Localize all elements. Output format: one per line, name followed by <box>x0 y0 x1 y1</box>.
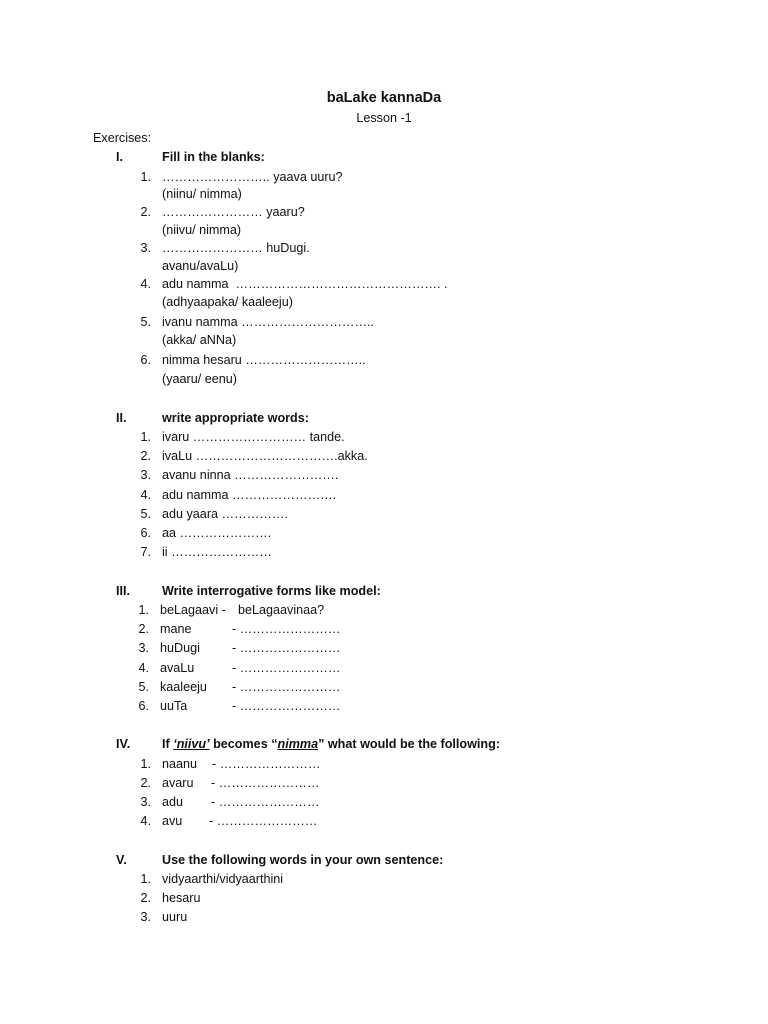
section-numeral: I. <box>116 150 123 164</box>
item-number: 3. <box>140 468 151 482</box>
fill-blank-item: …………………… huDugi. <box>162 241 310 255</box>
item-number: 4. <box>140 277 151 291</box>
section-numeral: II. <box>116 411 127 425</box>
heading-part: If <box>162 737 174 751</box>
item-hint: (niivu/ nimma) <box>162 223 242 237</box>
word-item: avanu ninna ……………………. <box>162 468 339 482</box>
item-number: 4. <box>140 488 151 502</box>
item-number: 3. <box>140 910 151 924</box>
interrogative-word: kaaleeju <box>160 680 207 694</box>
answer-blank: - …………………… <box>232 641 341 655</box>
model-word: beLagaavi - <box>160 603 226 617</box>
heading-part: becomes “ <box>209 737 278 751</box>
item-number: 7. <box>140 545 151 559</box>
item-hint: avanu/avaLu) <box>162 259 239 273</box>
section-heading: Use the following words in your own sentence: <box>162 853 444 867</box>
document-title: baLake kannaDa <box>326 90 442 106</box>
answer-blank: - …………………… <box>232 680 341 694</box>
item-number: 2. <box>138 622 149 636</box>
section-numeral: IV. <box>116 737 131 751</box>
heading-part: ” what would be the following: <box>318 737 500 751</box>
word-item: aa …………………. <box>162 526 272 540</box>
interrogative-word: mane <box>160 622 192 636</box>
pronoun-word: avu <box>162 814 183 828</box>
item-number: 6. <box>140 353 151 367</box>
sentence-word: hesaru <box>162 891 201 905</box>
model-answer: beLagaavinaa? <box>238 603 325 617</box>
word-item: ivaLu …………………………….akka. <box>162 449 368 463</box>
pronoun-word: avaru <box>162 776 194 790</box>
item-number: 1. <box>140 757 151 771</box>
item-number: 2. <box>140 205 151 219</box>
item-number: 1. <box>138 603 149 617</box>
item-number: 3. <box>138 641 149 655</box>
item-number: 1. <box>140 872 151 886</box>
section-numeral: V. <box>116 853 127 867</box>
item-hint: (akka/ aNNa) <box>162 333 237 347</box>
item-number: 5. <box>138 680 149 694</box>
section-numeral: III. <box>116 584 130 598</box>
item-number: 5. <box>140 315 151 329</box>
exercises-label: Exercises: <box>93 131 152 145</box>
fill-blank-item: …………………….. yaava uuru? <box>162 170 343 184</box>
pronoun-word: naanu <box>162 757 198 771</box>
item-number: 2. <box>140 449 151 463</box>
fill-blank-item: adu namma …………………………………………. . <box>162 277 448 291</box>
item-number: 6. <box>140 526 151 540</box>
heading-keyword-niivu: ‘niivu’ <box>173 737 210 751</box>
word-item: adu yaara ……………. <box>162 507 288 521</box>
interrogative-word: uuTa <box>160 699 188 713</box>
item-number: 4. <box>138 661 149 675</box>
interrogative-word: avaLu <box>160 661 195 675</box>
answer-blank: - …………………… <box>209 814 318 828</box>
item-number: 6. <box>138 699 149 713</box>
item-number: 3. <box>140 795 151 809</box>
item-number: 2. <box>140 776 151 790</box>
sentence-word: vidyaarthi/vidyaarthini <box>162 872 284 886</box>
section-heading: write appropriate words: <box>162 411 309 425</box>
answer-blank: - …………………… <box>211 776 320 790</box>
answer-blank: - …………………… <box>232 661 341 675</box>
answer-blank: - …………………… <box>211 795 320 809</box>
pronoun-word: adu <box>162 795 184 809</box>
heading-keyword-nimma: nimma <box>277 737 319 751</box>
interrogative-word: huDugi <box>160 641 200 655</box>
item-number: 3. <box>140 241 151 255</box>
fill-blank-item: nimma hesaru ……………………….. <box>162 353 366 367</box>
item-hint: (adhyaapaka/ kaaleeju) <box>162 295 293 309</box>
fill-blank-item: ivanu namma ………………………….. <box>162 315 375 329</box>
sentence-word: uuru <box>162 910 188 924</box>
section-heading: Write interrogative forms like model: <box>162 584 381 598</box>
word-item: adu namma ……………………. <box>162 488 337 502</box>
section-heading: Fill in the blanks: <box>162 150 265 164</box>
section-heading <box>162 736 500 752</box>
answer-blank: - …………………… <box>212 757 321 771</box>
item-hint: (yaaru/ eenu) <box>162 372 237 386</box>
item-number: 2. <box>140 891 151 905</box>
item-number: 1. <box>140 170 151 184</box>
word-item: ivaru ……………………… tande. <box>162 430 345 444</box>
item-number: 4. <box>140 814 151 828</box>
item-number: 5. <box>140 507 151 521</box>
fill-blank-item: …………………… yaaru? <box>162 205 305 219</box>
item-hint: (niinu/ nimma) <box>162 187 242 201</box>
word-item: ii …………………… <box>162 545 272 559</box>
item-number: 1. <box>140 430 151 444</box>
lesson-label: Lesson -1 <box>356 111 412 125</box>
answer-blank: - …………………… <box>232 622 341 636</box>
answer-blank: - …………………… <box>232 699 341 713</box>
